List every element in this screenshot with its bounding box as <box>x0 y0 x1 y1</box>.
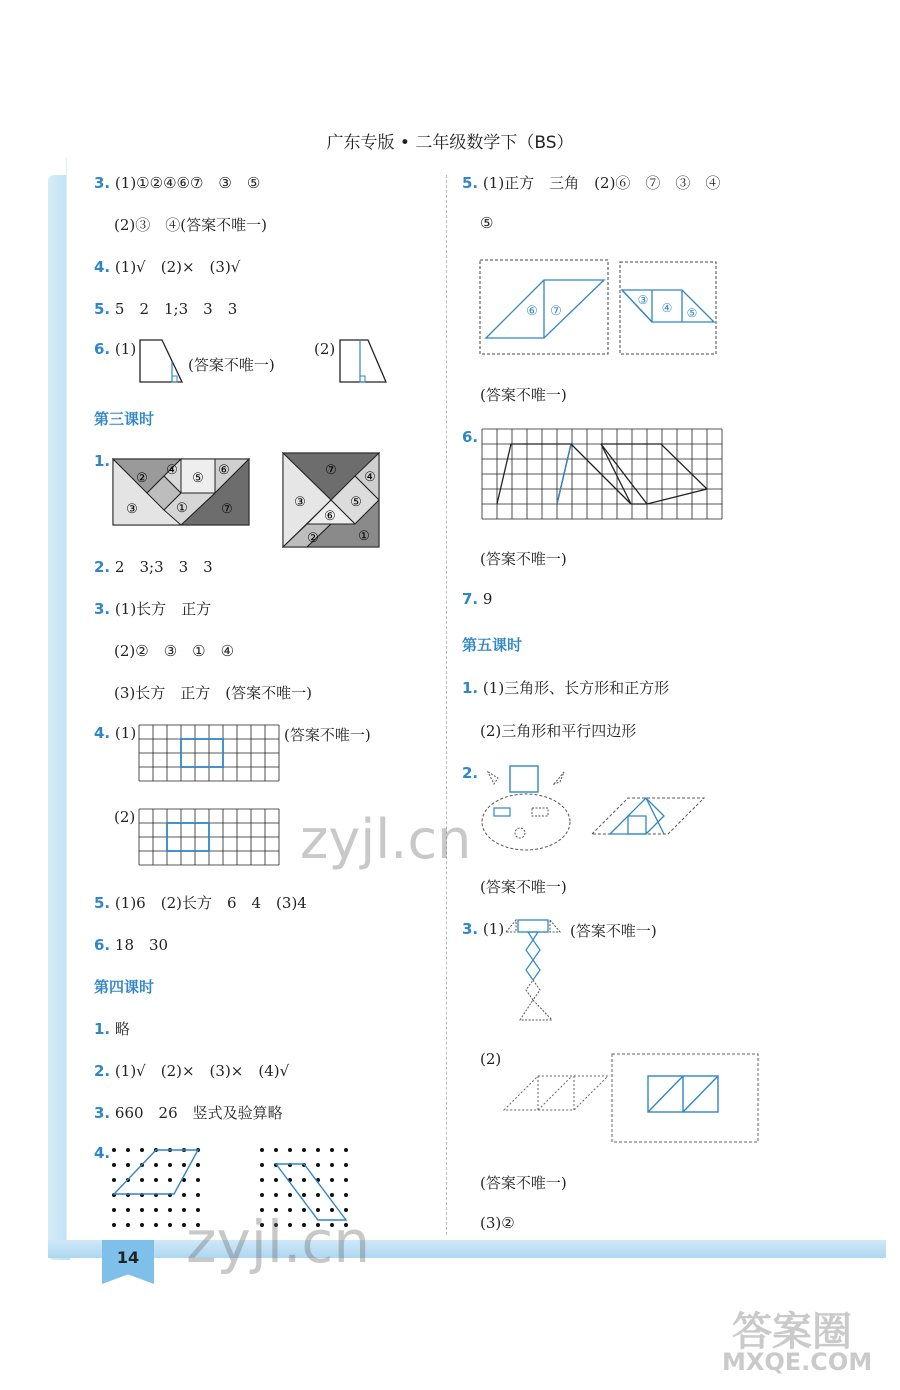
dashed-frame-with-rectangle <box>610 1052 760 1144</box>
watermark-mid: zyjl.cn <box>300 808 472 871</box>
grid-dot <box>182 1193 186 1197</box>
tangram-a-label-7: ⑦ <box>221 502 233 517</box>
tangram-b-label-7: ① <box>358 529 370 544</box>
grid-dot <box>316 1163 320 1167</box>
grid-dot <box>344 1178 348 1182</box>
s5q2-number: 2. <box>462 764 479 782</box>
s3q5: 5. (1)6 (2)长方 6 4 (3)4 <box>94 894 307 912</box>
grid-dot <box>126 1163 130 1167</box>
tangram-a-label-6: ① <box>176 501 188 516</box>
tangram-b-label-6: ② <box>307 531 319 546</box>
tangram-b-label-2: ④ <box>364 470 376 485</box>
trapezoid-figure-2 <box>338 338 388 386</box>
grid-dot <box>168 1178 172 1182</box>
column-divider <box>446 175 447 1235</box>
grid-dot <box>126 1208 130 1212</box>
grid-dot <box>196 1163 200 1167</box>
s4q2: 2. (1)√ (2)× (3)× (4)√ <box>94 1062 290 1080</box>
grid-dot <box>140 1178 144 1182</box>
watermark-bottom: zyjl.cn <box>186 1208 371 1276</box>
grid-dot <box>330 1148 334 1152</box>
tangram-a-label-2: ④ <box>166 463 178 478</box>
grid-dot <box>182 1163 186 1167</box>
right-q5-note: (答案不唯一) <box>480 386 567 404</box>
grid-dot <box>274 1178 278 1182</box>
s4q1: 1. 略 <box>94 1020 130 1038</box>
left-q6-part2: (2) <box>314 340 336 358</box>
section-title-lesson4: 第四课时 <box>94 978 155 996</box>
grid-dot <box>196 1178 200 1182</box>
robot-face-figure <box>478 764 580 854</box>
s5q1-line1: 1. (1)三角形、长方形和正方形 <box>462 679 670 697</box>
grid-dot <box>260 1178 264 1182</box>
grid-dot <box>274 1148 278 1152</box>
grid-dot <box>168 1208 172 1212</box>
dashed-parallelogram-strip <box>502 1074 610 1114</box>
grid-dot <box>288 1148 292 1152</box>
s3q4-note: (答案不唯一) <box>284 726 371 744</box>
s5q3-part3: (3)② <box>480 1214 515 1232</box>
parallelogram-frame-1 <box>478 258 610 356</box>
watermark-logo-top: 答案圈 <box>732 1309 852 1355</box>
grid-dot <box>330 1193 334 1197</box>
left-q3-line1: 3. (1)①②④⑥⑦ ③ ⑤ <box>94 174 261 192</box>
grid-dot <box>302 1148 306 1152</box>
grid-dot <box>126 1148 130 1152</box>
tangram-b-label-5: ⑥ <box>324 509 336 524</box>
s3q6: 6. 18 30 <box>94 936 169 954</box>
s3q3-line2: (2)② ③ ① ④ <box>114 642 235 660</box>
s3q3-line1: 3. (1)长方 正方 <box>94 600 212 618</box>
tangram-a-label-5: ③ <box>126 502 138 517</box>
tangram-a-label-4: ⑥ <box>218 463 230 478</box>
section-title-lesson3: 第三课时 <box>94 410 155 428</box>
grid-dot <box>112 1208 116 1212</box>
right-q6-grid <box>480 428 724 522</box>
grid-dot <box>154 1163 158 1167</box>
grid-dot <box>168 1223 172 1227</box>
grid-dot <box>112 1148 116 1152</box>
s4q3: 3. 660 26 竖式及验算略 <box>94 1104 283 1122</box>
grid-figure-2 <box>138 808 284 866</box>
s3q4-part2: (2) <box>114 808 136 826</box>
s3q3-line3: (3)长方 正方 (答案不唯一) <box>114 684 312 702</box>
grid-dot <box>330 1163 334 1167</box>
left-q5: 5. 5 2 1;3 3 3 <box>94 300 238 318</box>
right-q5-line2: ⑤ <box>480 214 494 232</box>
right-q6-note: (答案不唯一) <box>480 550 567 568</box>
grid-dot <box>302 1193 306 1197</box>
figure-person-shapes <box>504 918 570 1024</box>
s5q1-line2: (2)三角形和平行四边形 <box>480 722 637 740</box>
tangram-b-label-3: ③ <box>294 495 306 510</box>
grid-dot <box>288 1193 292 1197</box>
grid-dot <box>260 1193 264 1197</box>
grid-dot <box>302 1178 306 1182</box>
grid-dot <box>344 1163 348 1167</box>
grid-dot <box>140 1148 144 1152</box>
right-q6-number: 6. <box>462 428 479 446</box>
page-header: 广东专版 • 二年级数学下（BS） <box>326 133 574 153</box>
s3q2: 2. 2 3;3 3 3 <box>94 558 213 576</box>
frame1-label-6: ⑥ <box>526 304 538 319</box>
s5q3-note1: (答案不唯一) <box>570 922 657 940</box>
s5q3-note2: (答案不唯一) <box>480 1174 567 1192</box>
right-q7: 7. 9 <box>462 590 493 608</box>
grid-dot <box>154 1178 158 1182</box>
grid-dot <box>344 1148 348 1152</box>
grid-dot <box>140 1208 144 1212</box>
frame2-label-4: ④ <box>661 301 673 315</box>
watermark-logo-bottom: MXQE.COM <box>722 1348 873 1376</box>
grid-dot <box>316 1193 320 1197</box>
tangram-square <box>282 452 380 548</box>
grid-dot <box>112 1223 116 1227</box>
grid-dot <box>112 1178 116 1182</box>
grid-dot <box>168 1163 172 1167</box>
tangram-a-label-3: ⑤ <box>192 471 204 486</box>
grid-dot <box>274 1193 278 1197</box>
s3q4-part1: 4. (1) <box>94 724 137 742</box>
grid-dot <box>260 1163 264 1167</box>
frame1-label-7: ⑦ <box>550 304 562 319</box>
section-title-lesson5: 第五课时 <box>462 636 523 654</box>
tangram-b-label-1: ⑦ <box>325 463 337 478</box>
s3q1-number: 1. <box>94 452 111 470</box>
grid-dot <box>316 1148 320 1152</box>
grid-dot <box>260 1148 264 1152</box>
grid-dot <box>196 1193 200 1197</box>
grid-dot <box>330 1178 334 1182</box>
grid-dot <box>126 1223 130 1227</box>
grid-dot <box>344 1193 348 1197</box>
grid-dot <box>154 1223 158 1227</box>
left-q6-note: (答案不唯一) <box>188 356 275 374</box>
s4q4-number: 4. <box>94 1144 111 1162</box>
left-q6-part1: 6. (1) <box>94 340 137 358</box>
left-q4: 4. (1)√ (2)× (3)√ <box>94 258 241 276</box>
grid-figure-1 <box>138 724 284 782</box>
trapezoid-figure-1 <box>138 338 184 386</box>
s5q2-note: (答案不唯一) <box>480 878 567 896</box>
parallelogram-tangram-figure <box>590 796 706 838</box>
tangram-rectangle <box>112 458 250 526</box>
parallelogram-frame-2 <box>618 260 718 356</box>
s5q3-part2: (2) <box>480 1050 502 1068</box>
page-number: 14 <box>116 1248 140 1267</box>
frame2-label-3: ③ <box>637 293 649 307</box>
left-q3-line2: (2)③ ④(答案不唯一) <box>114 216 267 234</box>
frame2-label-5: ⑤ <box>686 306 698 320</box>
tangram-b-label-4: ⑤ <box>350 495 362 510</box>
grid-dot <box>154 1208 158 1212</box>
right-q5-line1: 5. (1)正方 三角 (2)⑥ ⑦ ③ ④ <box>462 174 721 192</box>
s5q3-part1: 3. (1) <box>462 920 505 938</box>
grid-dot <box>140 1223 144 1227</box>
tangram-a-label-1: ② <box>136 471 148 486</box>
grid-dot <box>112 1163 116 1167</box>
